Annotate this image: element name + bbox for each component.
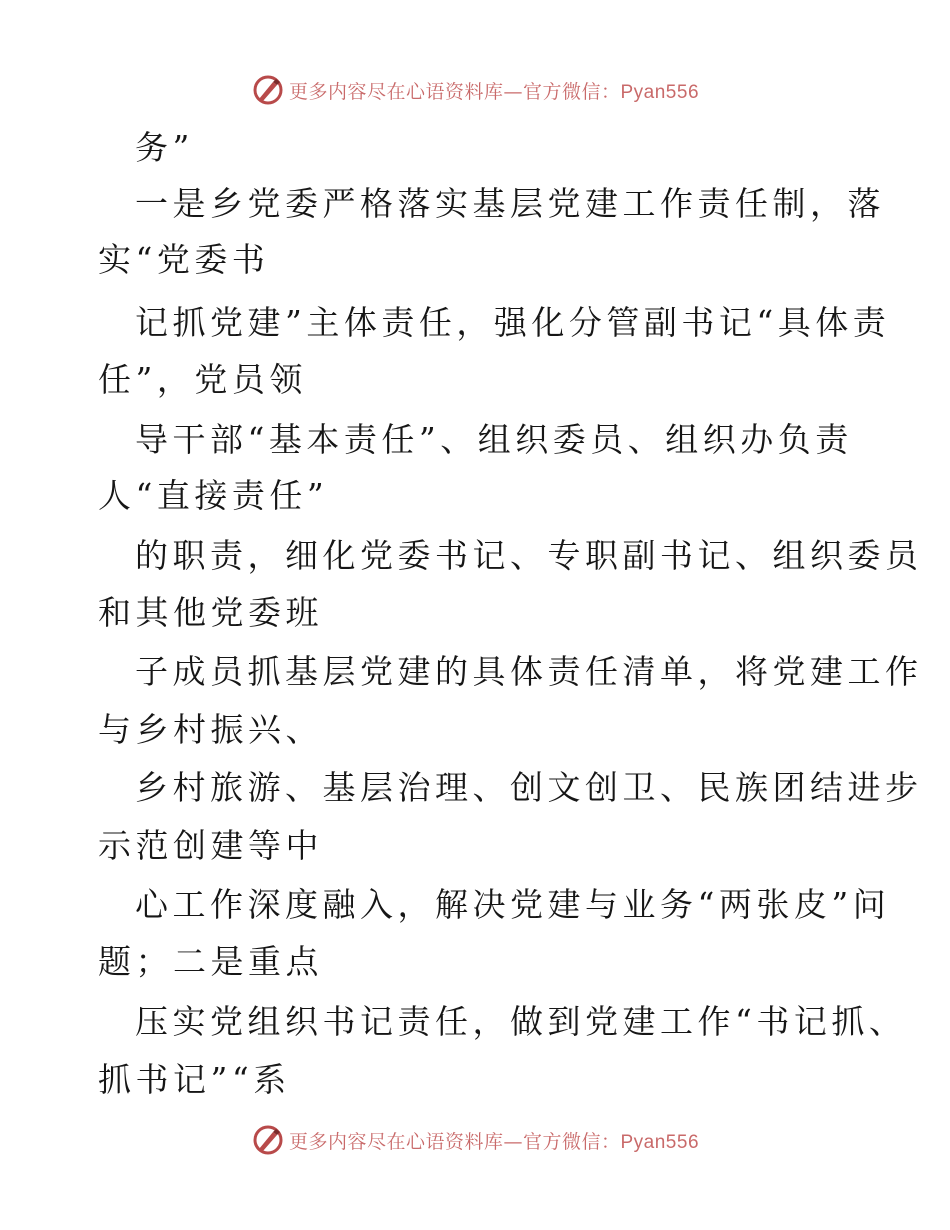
watermark-handle: Pyan556 — [620, 81, 700, 103]
watermark-text: 更多内容尽在心语资料库—官方微信：Pyan556 — [288, 80, 700, 103]
text-line: 与乡村振兴、 — [98, 710, 323, 749]
text-line: 压实党组织书记责任，做到党建工作“书记抓、 — [135, 1002, 907, 1041]
text-line: 一是乡党委严格落实基层党建工作责任制，落 — [135, 184, 885, 223]
watermark-handle: Pyan556 — [620, 1131, 700, 1153]
text-line: 示范创建等中 — [98, 826, 323, 865]
pen-logo-icon — [251, 1123, 285, 1157]
text-line: 子成员抓基层党建的具体责任清单，将党建工作 — [135, 652, 923, 691]
text-line: 题；二是重点 — [98, 942, 323, 981]
text-line: 和其他党委班 — [98, 593, 323, 632]
text-line: 抓书记”“系 — [98, 1060, 291, 1099]
pen-logo-icon — [251, 73, 285, 107]
watermark-text: 更多内容尽在心语资料库—官方微信：Pyan556 — [288, 1130, 700, 1153]
text-line: 导干部“基本责任”、组织委员、组织办负责 — [135, 420, 853, 459]
text-line: 乡村旅游、基层治理、创文创卫、民族团结进步 — [135, 768, 923, 807]
text-line: 务” — [135, 128, 194, 167]
text-line: 实“党委书 — [98, 240, 270, 279]
text-line: 任”，党员领 — [98, 360, 307, 399]
text-line: 人“直接责任” — [98, 476, 329, 515]
header-watermark — [0, 70, 950, 110]
text-line: 记抓党建”主体责任，强化分管副书记“具体责 — [135, 303, 891, 342]
text-line: 的职责，细化党委书记、专职副书记、组织委员 — [135, 536, 923, 575]
text-line: 心工作深度融入，解决党建与业务“两张皮”问 — [135, 885, 891, 924]
footer-watermark — [0, 1120, 950, 1160]
